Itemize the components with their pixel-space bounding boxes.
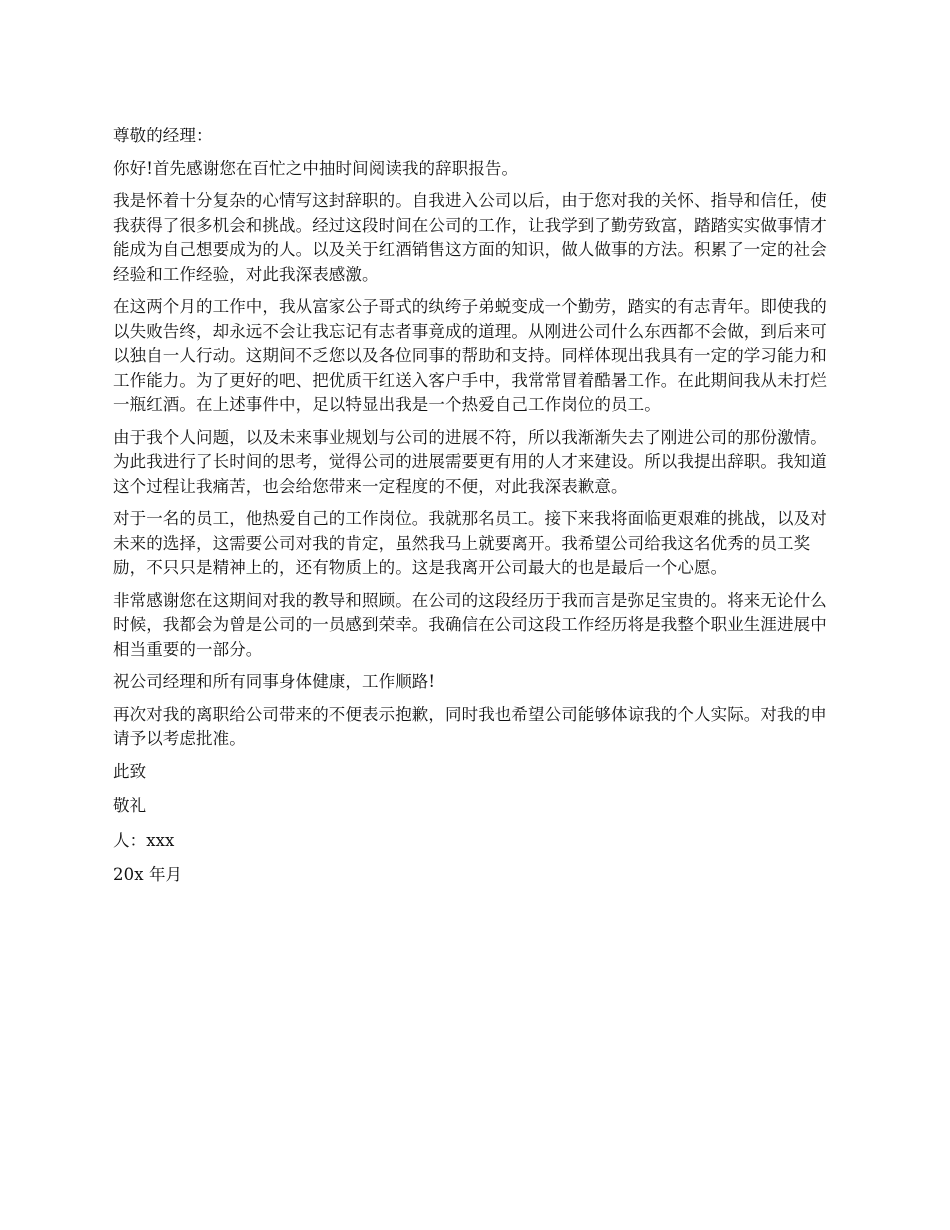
paragraph-greeting: 你好!首先感谢您在百忙之中抽时间阅读我的辞职报告。 [113,158,519,178]
paragraph-apology: 再次对我的离职给公司带来的不便表示抱歉，同时我也希望公司能够体谅我的个人实际。对我的申请予以考虑批准。 [113,704,827,748]
letter-body [113,124,843,898]
paragraph-wish: 对于一名的员工，他热爱自己的工作岗位。我就那名员工。接下来我将面临更艰难的挑战，以及对未来的选择，这需要公司对我的肯定，虽然我马上就要离开。我希望公司给我这名优秀的员工奖励，不只只是精神上的，还有物质上的。这是我离开公司最大的也是最后一个心愿。 [113,509,827,577]
paragraph-experience: 在这两个月的工作中，我从富家公子哥式的纨绔子弟蜕变成一个勤劳，踏实的有志青年。即使我的以失败告终，却永远不会让我忘记有志者事竟成的道理。从刚进公司什么东西都不会做，到后来可以独自一人行动。这期间不乏您以及各位同事的帮助和支持。同样体现出我具有一定的学习能力和工作能力。为了更好的吧、把优质干红送入客户手中，我常常冒着酷暑工作。在此期间我从未打烂一瓶红酒。在上述事件中，足以特显出我是一个热爱自己工作岗位的员工。 [113,297,827,414]
signature: 人：xxx [113,830,175,850]
paragraph-resignation: 由于我个人问题，以及未来事业规划与公司的进展不符，所以我渐渐失去了刚进公司的那份激情。为此我进行了长时间的思考，觉得公司的进展需要更有用的人才来建设。所以我提出辞职。我知道这个过程让我痛苦，也会给您带来一定程度的不便，对此我深表歉意。 [113,427,827,496]
paragraph-thanks: 非常感谢您在这期间对我的教导和照顾。在公司的这段经历于我而言是弥足宝贵的。将来无论什么时候，我都会为曾是公司的一员感到荣幸。我确信在公司这段工作经历将是我整个职业生涯进展中相当重要的一部分。 [113,590,827,659]
paragraph-blessing: 祝公司经理和所有同事身体健康，工作顺路! [113,672,436,691]
paragraph-reason: 我是怀着十分复杂的心情写这封辞职的。自我进入公司以后，由于您对我的关怀、指导和信任，使我获得了很多机会和挑战。经过这段时间在公司的工作，让我学到了勤劳致富，踏踏实实做事情才能成为自己想要成为的人。以及关于红酒销售这方面的知识，做人做事的方法。积累了一定的社会经验和工作经验，对此我深表感激。 [113,191,827,284]
closing-line-2: 敬礼 [113,796,147,815]
date: 20x 年月 [113,865,183,884]
salutation: 尊敬的经理： [113,126,213,145]
closing-line-1: 此致 [113,761,147,781]
